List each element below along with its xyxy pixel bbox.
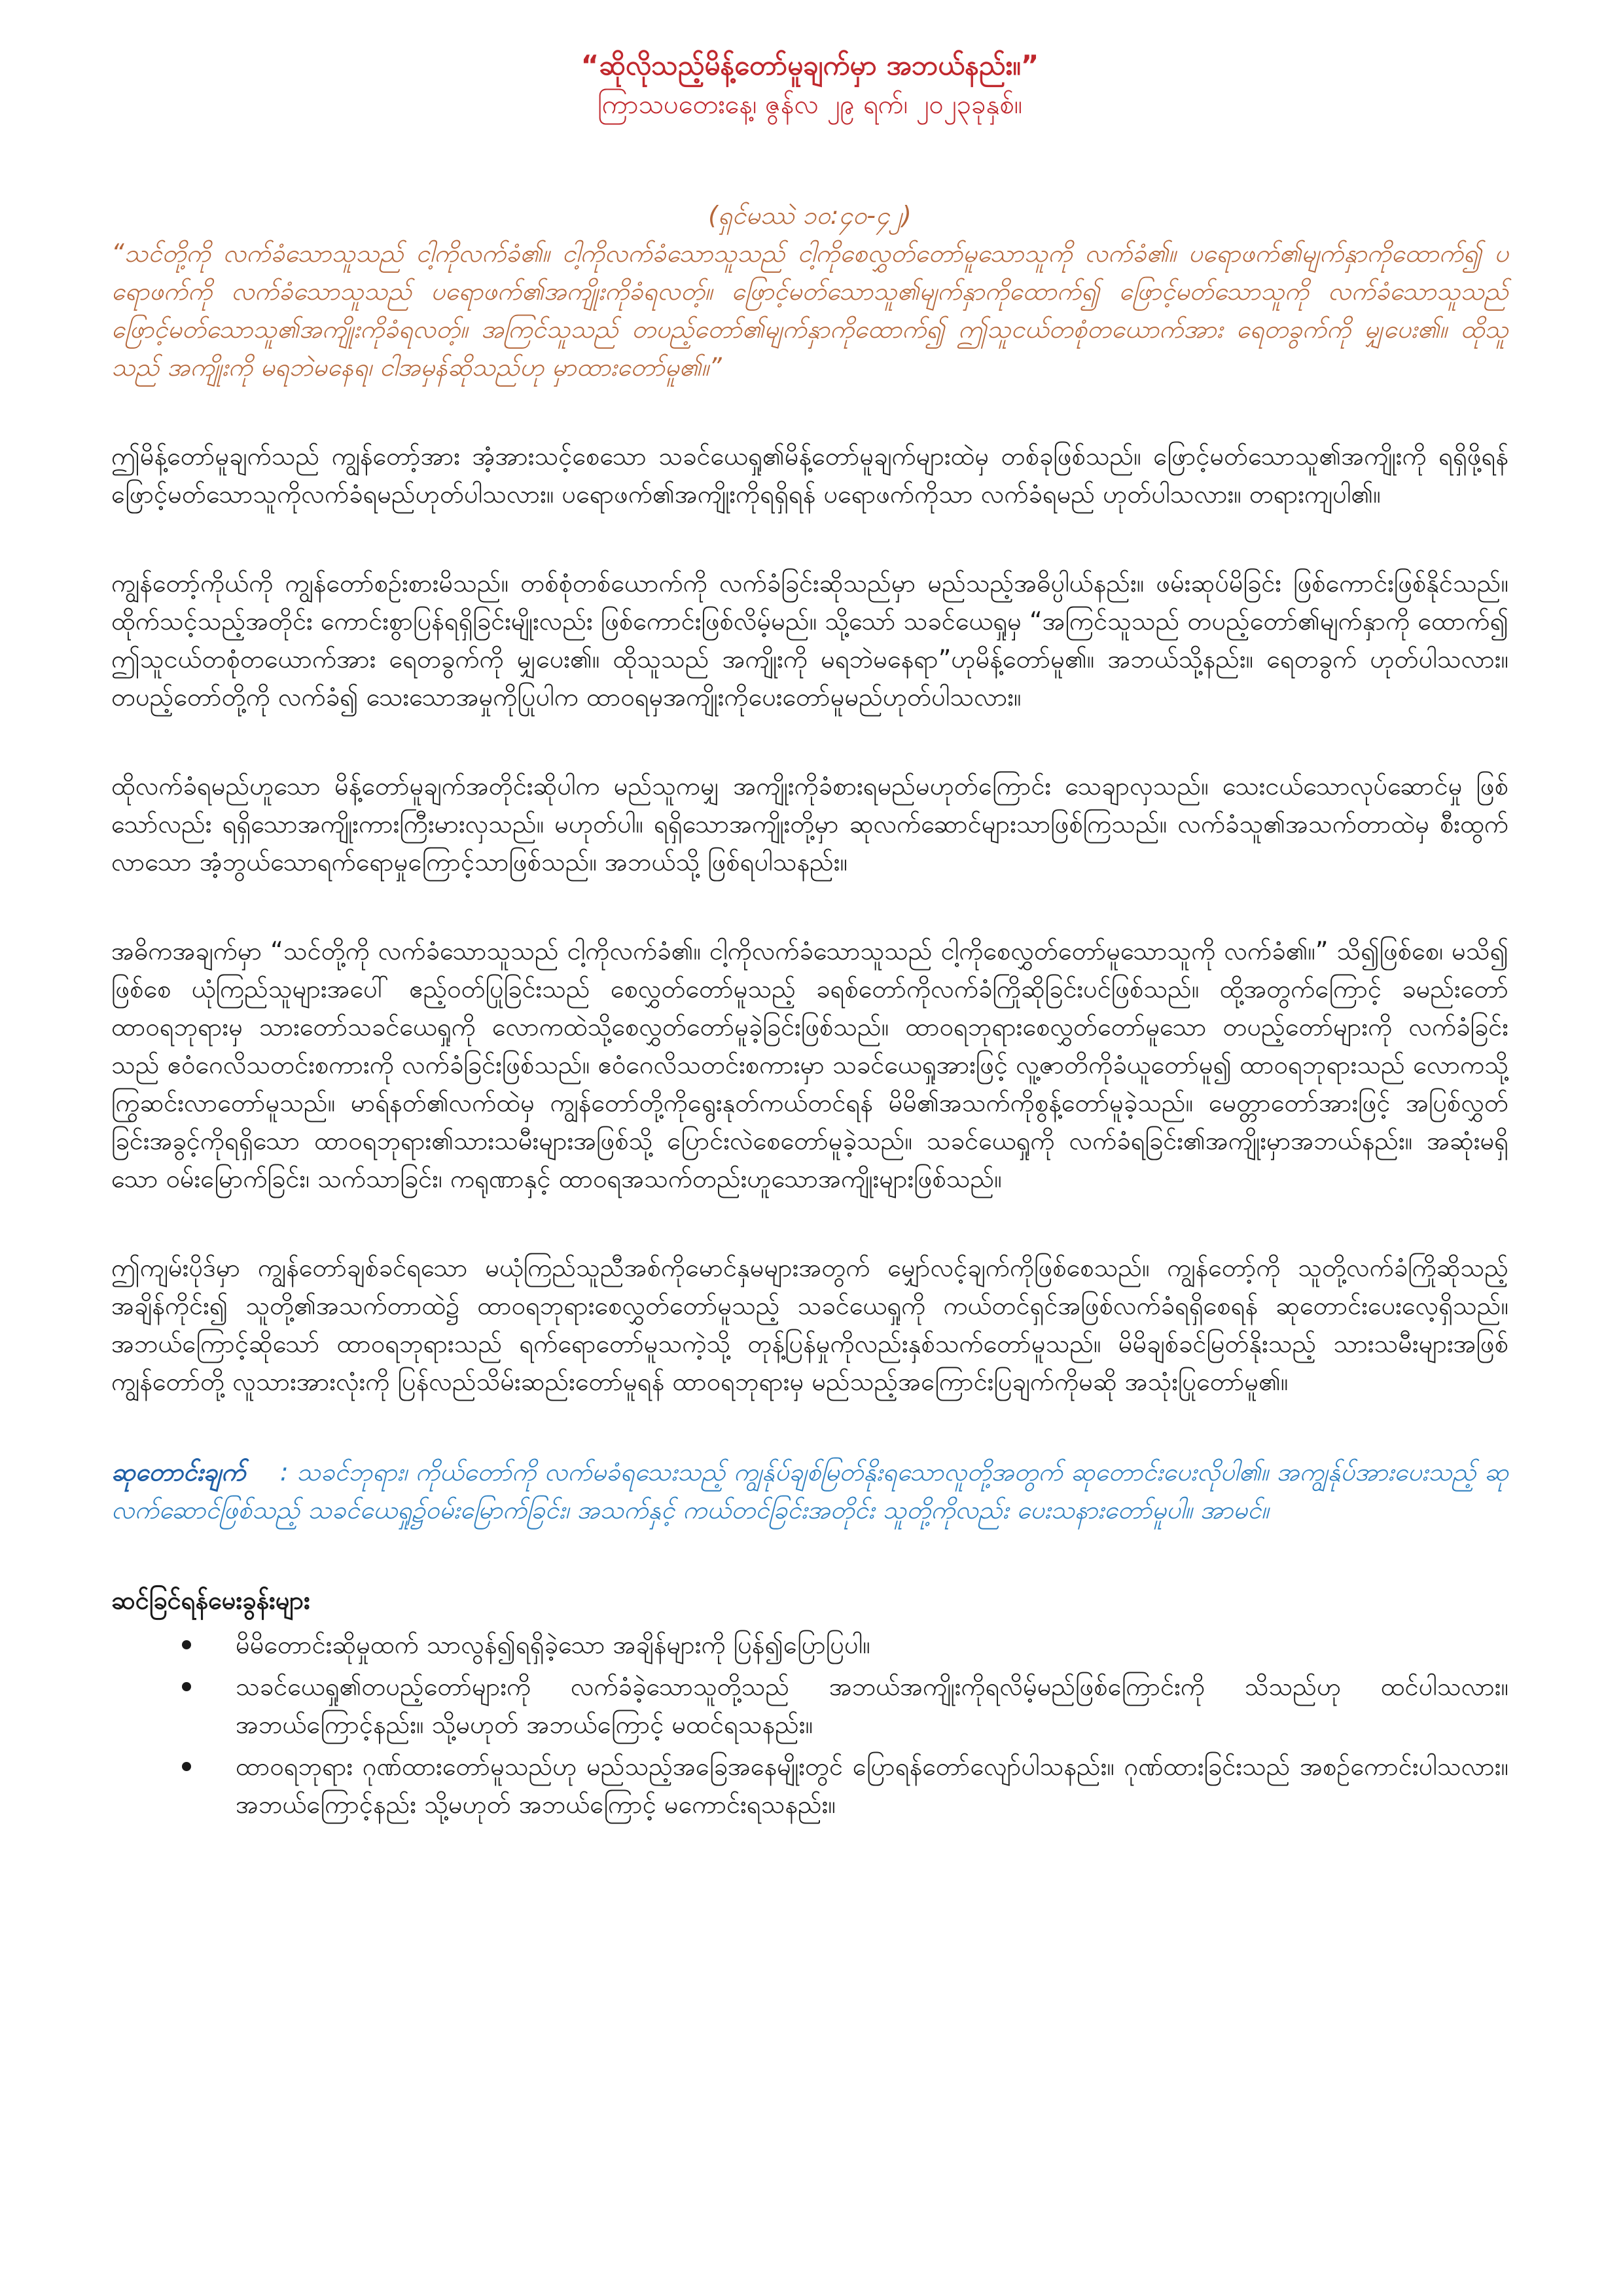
page-title: “ဆိုလိုသည့်မိန့်တော်မူချက်မှာ အဘယ်နည်း။” xyxy=(580,49,1039,81)
question-item xyxy=(111,1626,1508,1664)
question-text: ထာဝရဘုရား ဂုဏ်ထားတော်မူသည်ဟု မည်သည့်အခြေအနေမျိုးတွင် ပြောရန်တော်လျော်ပါသနည်း။ ဂုဏ်ထားခြင်းသည် အစဉ်ကောင်းပါသလား။ အဘယ်ကြောင့်နည်း သို့မဟုတ် အဘယ်ကြောင့် မကောင်းရသနည်း။ xyxy=(236,1752,1508,1819)
body-paragraph-4: အဓိကအချက်မှာ “သင်တို့ကို လက်ခံသောသူသည် ငါ့ကိုလက်ခံ၏။ ငါ့ကိုလက်ခံသောသူသည် ငါ့ကိုစေလွှတ်တော်မူသောသူကို လက်ခံ၏။” သိ၍ဖြစ်စေ၊ မသိ၍ ဖြစ်စေ ယုံကြည်သူများအပေါ် ဧည့်ဝတ်ပြုခြင်းသည် စေလွှတ်တော်မူသည့် ခရစ်တော်ကိုလက်ခံကြိုဆိုခြင်းပင်ဖြစ်သည်။ ထို့အတွက်ကြောင့် ခမည်းတော် ထာဝရဘုရားမှ သားတော်သခင်ယေရှုကို လောကထဲသို့စေလွှတ်တော်မူခဲ့ခြင်းဖြစ်သည်။ ထာဝရဘုရားစေလွှတ်တော်မူသော တပည့်တော်များကို လက်ခံခြင်းသည် ဧဝံဂေလိသတင်းစကားကို လက်ခံခြင်းဖြစ်သည်။ ဧဝံဂေလိသတင်းစကားမှာ သခင်ယေရှုအားဖြင့် လူ့ဇာတိကိုခံယူတော်မူ၍ ထာဝရဘုရားသည် လောကသို့ ကြွဆင်းလာတော်မူသည်။ မာရ်နတ်၏လက်ထဲမှ ကျွန်တော်တို့ကိုရွေးနုတ်ကယ်တင်ရန် မိမိ၏အသက်ကိုစွန့်တော်မူခဲ့သည်။ မေတ္တာတော်အားဖြင့် အပြစ်လွှတ်ခြင်းအခွင့်ကိုရရှိသော ထာဝရဘုရား၏သားသမီးများအဖြစ်သို့ ပြောင်းလဲစေတော်မူခဲ့သည်။ သခင်ယေရှုကို လက်ခံရခြင်း၏အကျိုးမှာအဘယ်နည်း။ အဆုံးမရှိသော ဝမ်းမြောက်ခြင်း၊ သက်သာခြင်း၊ ကရုဏာနှင့် ထာဝရအသက်တည်းဟူသောအကျိုးများဖြစ်သည်။ xyxy=(111,937,1508,1193)
date-subtitle: ကြာသပတေးနေ့၊ ဇွန်လ ၂၉ ရက်၊ ၂၀၂၃ခုနှစ်။ xyxy=(597,90,1022,120)
body-paragraph-5: ဤကျမ်းပိုဒ်မှာ ကျွန်တော်ချစ်ခင်ရသော မယုံကြည်သူညီအစ်ကိုမောင်နှမများအတွက် မျှော်လင့်ချက်ကိုဖြစ်စေသည်။ ကျွန်တော့်ကို သူတို့လက်ခံကြိုဆိုသည့် အချိန်ကိုင်း၍ သူတို့၏အသက်တာထဲ၌ ထာဝရဘုရားစေလွှတ်တော်မူသည့် သခင်ယေရှုကို ကယ်တင်ရှင်အဖြစ်လက်ခံရရှိစေရန် ဆုတောင်းပေးလေ့ရှိသည်။ အဘယ်ကြောင့်ဆိုသော် ထာဝရဘုရားသည် ရက်ရောတော်မူသကဲ့သို့ တုန့်ပြန်မှုကိုလည်းနှစ်သက်တော်မူသည်။ မိမိချစ်ခင်မြတ်နိုးသည့် သားသမီးများအဖြစ် ကျွန်တော်တို့ လူသားအားလုံးကို ပြန်လည်သိမ်းဆည်းတော်မူရန် ထာဝရဘုရားမှ မည်သည့်အကြောင်းပြချက်ကိုမဆို အသုံးပြုတော်မူ၏။ xyxy=(111,1253,1508,1396)
body-paragraph-3: ထိုလက်ခံရမည်ဟူသော မိန့်တော်မူချက်အတိုင်းဆိုပါက မည်သူကမျှ အကျိုးကိုခံစားရမည်မဟုတ်ကြောင်း သေချာလှသည်။ သေးငယ်သောလုပ်ဆောင်မှု ဖြစ်သော်လည်း ရရှိသောအကျိုးကားကြီးမားလှသည်။ မဟုတ်ပါ။ ရရှိသောအကျိုးတို့မှာ ဆုလက်ဆောင်များသာဖြစ်ကြသည်။ လက်ခံသူ၏အသက်တာထဲမှ စီးထွက်လာသော အံ့ဘွယ်သောရက်ရောမှုကြောင့်သာဖြစ်သည်။ အဘယ်သို့ ဖြစ်ရပါသနည်း။ xyxy=(111,772,1508,876)
prayer-section xyxy=(111,1453,1508,1529)
questions-heading: ဆင်ခြင်ရန်မေးခွန်းများ xyxy=(111,1586,310,1615)
scripture-reference: (ရှင်မဿဲ ၁၀:၄၀-၄၂) xyxy=(708,201,912,230)
prayer-label: ဆုတောင်းချက် xyxy=(111,1458,246,1486)
question-item xyxy=(111,1748,1508,1823)
body-paragraph-1: ဤမိန့်တော်မူချက်သည် ကျွန်တော့်အား အံ့အားသင့်စေသော သခင်ယေရှု၏မိန့်တော်မူချက်များထဲမှ တစ်ခုဖြစ်သည်။ ဖြောင့်မတ်သောသူ၏အကျိုးကို ရရှိဖို့ရန် ဖြောင့်မတ်သောသူကိုလက်ခံရမည်ဟုတ်ပါသလား။ ပရောဖက်၏အကျိုးကိုရရှိရန် ပရောဖက်ကိုသာ လက်ခံရမည် ဟုတ်ပါသလား။ တရားကျပါ၏။ xyxy=(111,442,1508,509)
question-text: မိမိတောင်းဆိုမှုထက် သာလွန်၍ရရှိခဲ့သော အချိန်များကို ပြန်၍ပြောပြပါ။ xyxy=(236,1630,870,1659)
bullet-icon xyxy=(182,1640,191,1649)
bullet-icon xyxy=(182,1762,191,1771)
body-paragraph-2: ကျွန်တော့်ကိုယ်ကို ကျွန်တော်စဉ်းစားမိသည်။ တစ်စုံတစ်ယောက်ကို လက်ခံခြင်းဆိုသည်မှာ မည်သည့်အဓိပ္ပါယ်နည်း။ ဖမ်းဆုပ်မိခြင်း ဖြစ်ကောင်းဖြစ်နိုင်သည်။ ထိုက်သင့်သည့်အတိုင်း ကောင်းစွာပြန်ရရှိခြင်းမျိုးလည်း ဖြစ်ကောင်းဖြစ်လိမ့်မည်။ သို့သော် သခင်ယေရှုမှ “အကြင်သူသည် တပည့်တော်၏မျက်နှာကို ထောက်၍ ဤသူငယ်တစုံတယောက်အား ရေတခွက်ကို မျှပေး၏။ ထိုသူသည် အကျိုးကို မရဘဲမနေရာ”ဟုမိန့်တော်မူ၏။ အဘယ်သို့နည်း။ ရေတခွက် ဟုတ်ပါသလား။ တပည့်တော်တို့ကို လက်ခံ၍ သေးသောအမှုကိုပြုပါက ထာဝရမှအကျိုးကိုပေးတော်မူမည်ဟုတ်ပါသလား။ xyxy=(111,569,1508,711)
prayer-text: : သခင်ဘုရား၊ ကိုယ်တော်ကို လက်မခံရသေးသည့် ကျွန်ုပ်ချစ်မြတ်နိုးရသောလူတို့အတွက် ဆုတောင်းပေးလိုပါ၏။ အကျွန်ုပ်အားပေးသည့် ဆုလက်ဆောင်ဖြစ်သည့် သခင်ယေရှု၌ဝမ်းမြောက်ခြင်း၊ အသက်နှင့် ကယ်တင်ခြင်းအတိုင်း သူတို့ကိုလည်း ပေးသနားတော်မူပါ။ အာမင်။ xyxy=(111,1458,1508,1524)
scripture-text: “သင်တို့ကို လက်ခံသောသူသည် ငါ့ကိုလက်ခံ၏။ ငါ့ကိုလက်ခံသောသူသည် ငါ့ကိုစေလွှတ်တော်မူသောသူကို လက်ခံ၏။ ပရောဖက်၏မျက်နှာကိုထောက်၍ ပရောဖက်ကို လက်ခံသောသူသည် ပရောဖက်၏အကျိုးကိုခံရလတ့်။ ဖြောင့်မတ်သောသူ၏မျက်နှာကိုထောက်၍ ဖြောင့်မတ်သောသူကို လက်ခံသောသူသည် ဖြောင့်မတ်သောသူ၏အကျိုးကိုခံရလတ့်။ အကြင်သူသည် တပည့်တော်၏မျက်နှာကိုထောက်၍ ဤသူငယ်တစုံတယောက်အား ရေတခွက်ကို မျှပေး၏။ ထိုသူသည် အကျိုးကို မရဘဲမနေရ၊ ငါအမှန်ဆိုသည်ဟု မှာထားတော်မူ၏။” xyxy=(111,239,1508,382)
question-item xyxy=(111,1668,1508,1744)
question-text: သခင်ယေရှု၏တပည့်တော်များကို လက်ခံခဲ့သောသူတို့သည် အဘယ်အကျိုးကိုရလိမ့်မည်ဖြစ်ကြောင်းကို သိသည်ဟု ထင်ပါသလား။ အဘယ်ကြောင့်နည်း။ သို့မဟုတ် အဘယ်ကြောင့် မထင်ရသနည်း။ xyxy=(236,1672,1508,1739)
bullet-icon xyxy=(182,1682,191,1691)
questions-list xyxy=(111,1626,1508,1823)
